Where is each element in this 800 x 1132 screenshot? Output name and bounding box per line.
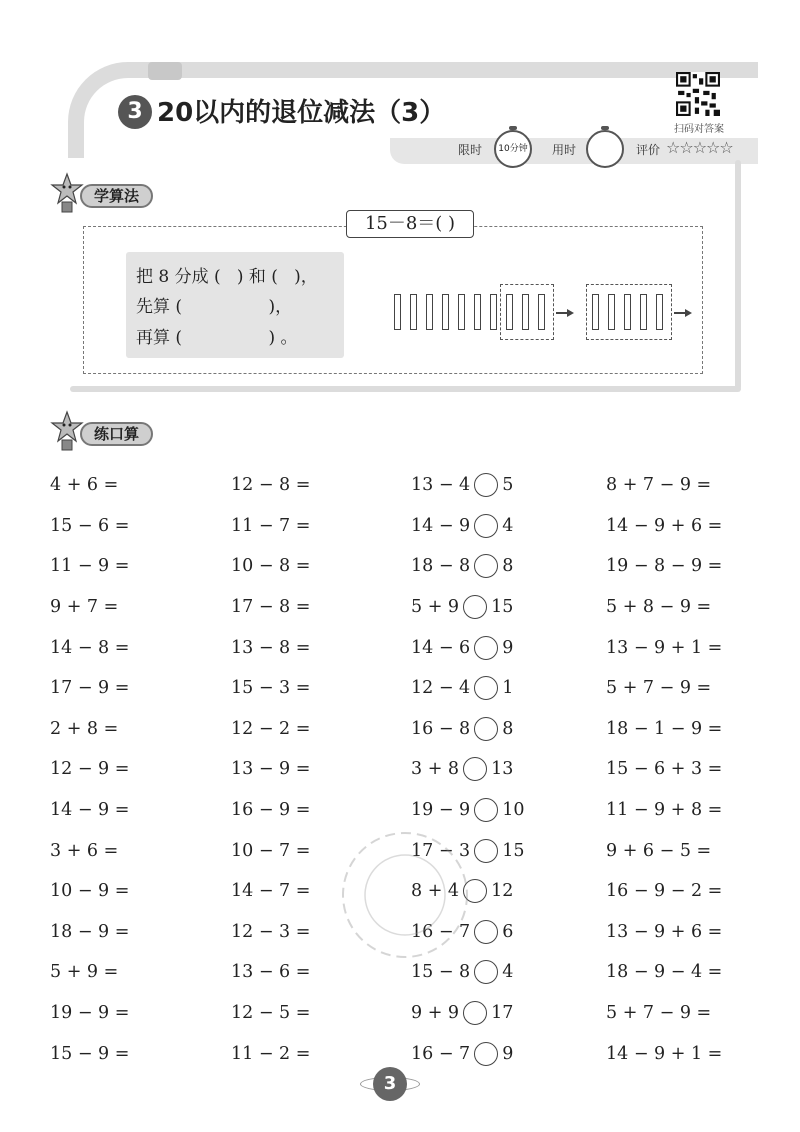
equation-row[interactable]: 18 − 9 − 4 = [606, 962, 723, 983]
equation-row[interactable]: 19 − 9 = [50, 1003, 130, 1024]
equation-row[interactable]: 13 − 9 + 1 = [606, 637, 723, 658]
arrow-head [685, 309, 692, 317]
lesson-number-badge: 3 [118, 95, 152, 129]
equation-row[interactable]: 9 + 6 − 5 = [606, 840, 712, 861]
compare-right: 15 [491, 597, 514, 618]
compare-answer-circle[interactable] [474, 473, 498, 497]
compare-answer-circle[interactable] [474, 1042, 498, 1066]
equation-row[interactable]: 14 − 7 = [231, 881, 311, 902]
compare-answer-circle[interactable] [463, 595, 487, 619]
main-equation: 15－8＝( ) [346, 210, 474, 238]
equation-row[interactable]: 15 − 6 + 3 = [606, 759, 723, 780]
equation-row[interactable]: 9 + 7 = [50, 597, 119, 618]
learn-section-title: 学算法 [80, 184, 153, 208]
equation-row[interactable]: 11 − 7 = [231, 515, 311, 536]
equation-row[interactable]: 8 + 7 − 9 = [606, 475, 712, 496]
compare-row [411, 993, 601, 1034]
equation-row[interactable]: 16 − 9 = [231, 800, 311, 821]
compare-right: 8 [502, 718, 514, 739]
compare-answer-circle[interactable] [474, 717, 498, 741]
qr-label: 扫码对答案 [674, 124, 724, 135]
time-limit-label: 限时 [458, 143, 483, 157]
compare-right: 1 [502, 678, 514, 699]
counting-stick [624, 294, 631, 330]
compare-row [411, 709, 601, 750]
compare-left: 9 + 9 [411, 1003, 460, 1024]
counting-stick [458, 294, 465, 330]
practice-section-title: 练口算 [80, 422, 153, 446]
time-used-label: 用时 [552, 143, 577, 157]
compare-left: 16 − 7 [411, 921, 471, 942]
rating-star-icons[interactable]: ☆☆☆☆☆ [666, 138, 733, 157]
side-rail [735, 160, 741, 390]
compare-row [411, 587, 601, 628]
hint-line: 把 8 分成 ( ) 和 ( )， [136, 267, 318, 287]
equation-row[interactable]: 5 + 7 − 9 = [606, 1003, 712, 1024]
counting-stick [442, 294, 449, 330]
compare-right: 8 [502, 556, 514, 577]
hint-line: 先算 ( )， [136, 297, 293, 317]
compare-left: 8 + 4 [411, 881, 460, 902]
star-mascot-icon [50, 172, 84, 216]
compare-left: 3 + 8 [411, 759, 460, 780]
compare-row [411, 1033, 601, 1074]
counting-stick [538, 294, 545, 330]
compare-row [411, 465, 601, 506]
compare-left: 16 − 7 [411, 1043, 471, 1064]
equation-row[interactable]: 19 − 8 − 9 = [606, 556, 723, 577]
equation-row[interactable]: 11 − 2 = [231, 1043, 311, 1064]
compare-answer-circle[interactable] [474, 676, 498, 700]
equation-row[interactable]: 2 + 8 = [50, 718, 119, 739]
equation-row[interactable]: 15 − 6 = [50, 515, 130, 536]
equation-row[interactable]: 10 − 8 = [231, 556, 311, 577]
compare-right: 12 [491, 881, 514, 902]
arrow-head [567, 309, 574, 317]
equation-row[interactable]: 12 − 9 = [50, 759, 130, 780]
timer-used-field[interactable] [586, 130, 624, 168]
equation-row[interactable]: 12 − 8 = [231, 475, 311, 496]
counting-stick [474, 294, 481, 330]
compare-right: 15 [502, 840, 525, 861]
compare-right: 13 [491, 759, 514, 780]
equation-row[interactable]: 14 − 9 + 1 = [606, 1043, 723, 1064]
compare-right: 9 [502, 1043, 514, 1064]
compare-answer-circle[interactable] [474, 636, 498, 660]
watermark-stamp [330, 820, 480, 970]
compare-row [411, 749, 601, 790]
compare-row [411, 627, 601, 668]
counting-stick [394, 294, 401, 330]
lesson-title: 20以内的退位减法（3） [157, 98, 446, 128]
qr-code-icon[interactable] [676, 72, 720, 116]
equation-row[interactable]: 14 − 9 = [50, 800, 130, 821]
equation-row[interactable]: 13 − 6 = [231, 962, 311, 983]
equation-row[interactable]: 11 − 9 + 8 = [606, 800, 723, 821]
equation-row[interactable]: 16 − 9 − 2 = [606, 881, 723, 902]
compare-left: 14 − 6 [411, 637, 471, 658]
compare-left: 5 + 9 [411, 597, 460, 618]
compare-left: 18 − 8 [411, 556, 471, 577]
compare-answer-circle[interactable] [474, 554, 498, 578]
hint-line: 再算 ( ) 。 [136, 328, 298, 348]
equation-row[interactable]: 17 − 9 = [50, 678, 130, 699]
equation-row[interactable]: 15 − 3 = [231, 678, 311, 699]
equation-row[interactable]: 5 + 9 = [50, 962, 119, 983]
counting-stick [426, 294, 433, 330]
equation-row[interactable]: 15 − 9 = [50, 1043, 130, 1064]
counting-stick [522, 294, 529, 330]
compare-right: 17 [491, 1003, 514, 1024]
compare-left: 17 − 3 [411, 840, 471, 861]
counting-stick [490, 294, 497, 330]
compare-left: 14 − 9 [411, 515, 471, 536]
star-mascot-icon [50, 410, 84, 454]
counting-stick [608, 294, 615, 330]
counting-stick [640, 294, 647, 330]
compare-right: 10 [502, 800, 525, 821]
exercise-column-1 [50, 465, 240, 1074]
equation-row[interactable]: 17 − 8 = [231, 597, 311, 618]
learn-section-header [50, 178, 170, 210]
equation-row[interactable]: 12 − 3 = [231, 921, 311, 942]
compare-answer-circle[interactable] [463, 1001, 487, 1025]
practice-section-header [50, 416, 170, 448]
equation-row[interactable]: 14 − 8 = [50, 637, 130, 658]
equation-row[interactable]: 11 − 9 = [50, 556, 130, 577]
hint-box [126, 252, 344, 358]
equation-row[interactable]: 5 + 7 − 9 = [606, 678, 712, 699]
compare-left: 12 − 4 [411, 678, 471, 699]
compare-row [411, 546, 601, 587]
compare-right: 6 [502, 921, 514, 942]
counting-stick [656, 294, 663, 330]
compare-column [411, 465, 601, 1074]
exercise-column-2 [231, 465, 421, 1074]
compare-answer-circle[interactable] [474, 514, 498, 538]
equation-row[interactable]: 18 − 1 − 9 = [606, 718, 723, 739]
counting-stick [592, 294, 599, 330]
equation-row[interactable]: 3 + 6 = [50, 840, 119, 861]
compare-answer-circle[interactable] [474, 798, 498, 822]
timer-limit-icon: 10分钟 [494, 130, 532, 168]
compare-right: 9 [502, 637, 514, 658]
bottom-rail [70, 386, 741, 392]
compare-left: 19 − 9 [411, 800, 471, 821]
exercise-column-4 [606, 465, 796, 1074]
equation-row[interactable]: 12 − 2 = [231, 718, 311, 739]
equation-row[interactable]: 5 + 8 − 9 = [606, 597, 712, 618]
header-tab-decoration [148, 62, 182, 80]
counting-stick [506, 294, 513, 330]
page-number: 3 [373, 1067, 407, 1101]
equation-row[interactable]: 13 − 8 = [231, 637, 311, 658]
compare-left: 15 − 8 [411, 962, 471, 983]
compare-answer-circle[interactable] [463, 757, 487, 781]
equation-row[interactable]: 13 − 9 = [231, 759, 311, 780]
rating-label: 评价 [636, 143, 661, 157]
compare-right: 4 [502, 515, 514, 536]
counting-stick [410, 294, 417, 330]
compare-left: 16 − 8 [411, 718, 471, 739]
equation-row[interactable]: 4 + 6 = [50, 475, 119, 496]
equation-row[interactable]: 10 − 7 = [231, 840, 311, 861]
equation-row[interactable]: 18 − 9 = [50, 921, 130, 942]
equation-row[interactable]: 14 − 9 + 6 = [606, 515, 723, 536]
compare-row [411, 506, 601, 547]
compare-row [411, 668, 601, 709]
compare-right: 5 [502, 475, 514, 496]
equation-row[interactable]: 12 − 5 = [231, 1003, 311, 1024]
equation-row[interactable]: 10 − 9 = [50, 881, 130, 902]
compare-left: 13 − 4 [411, 475, 471, 496]
equation-row[interactable]: 13 − 9 + 6 = [606, 921, 723, 942]
compare-right: 4 [502, 962, 514, 983]
